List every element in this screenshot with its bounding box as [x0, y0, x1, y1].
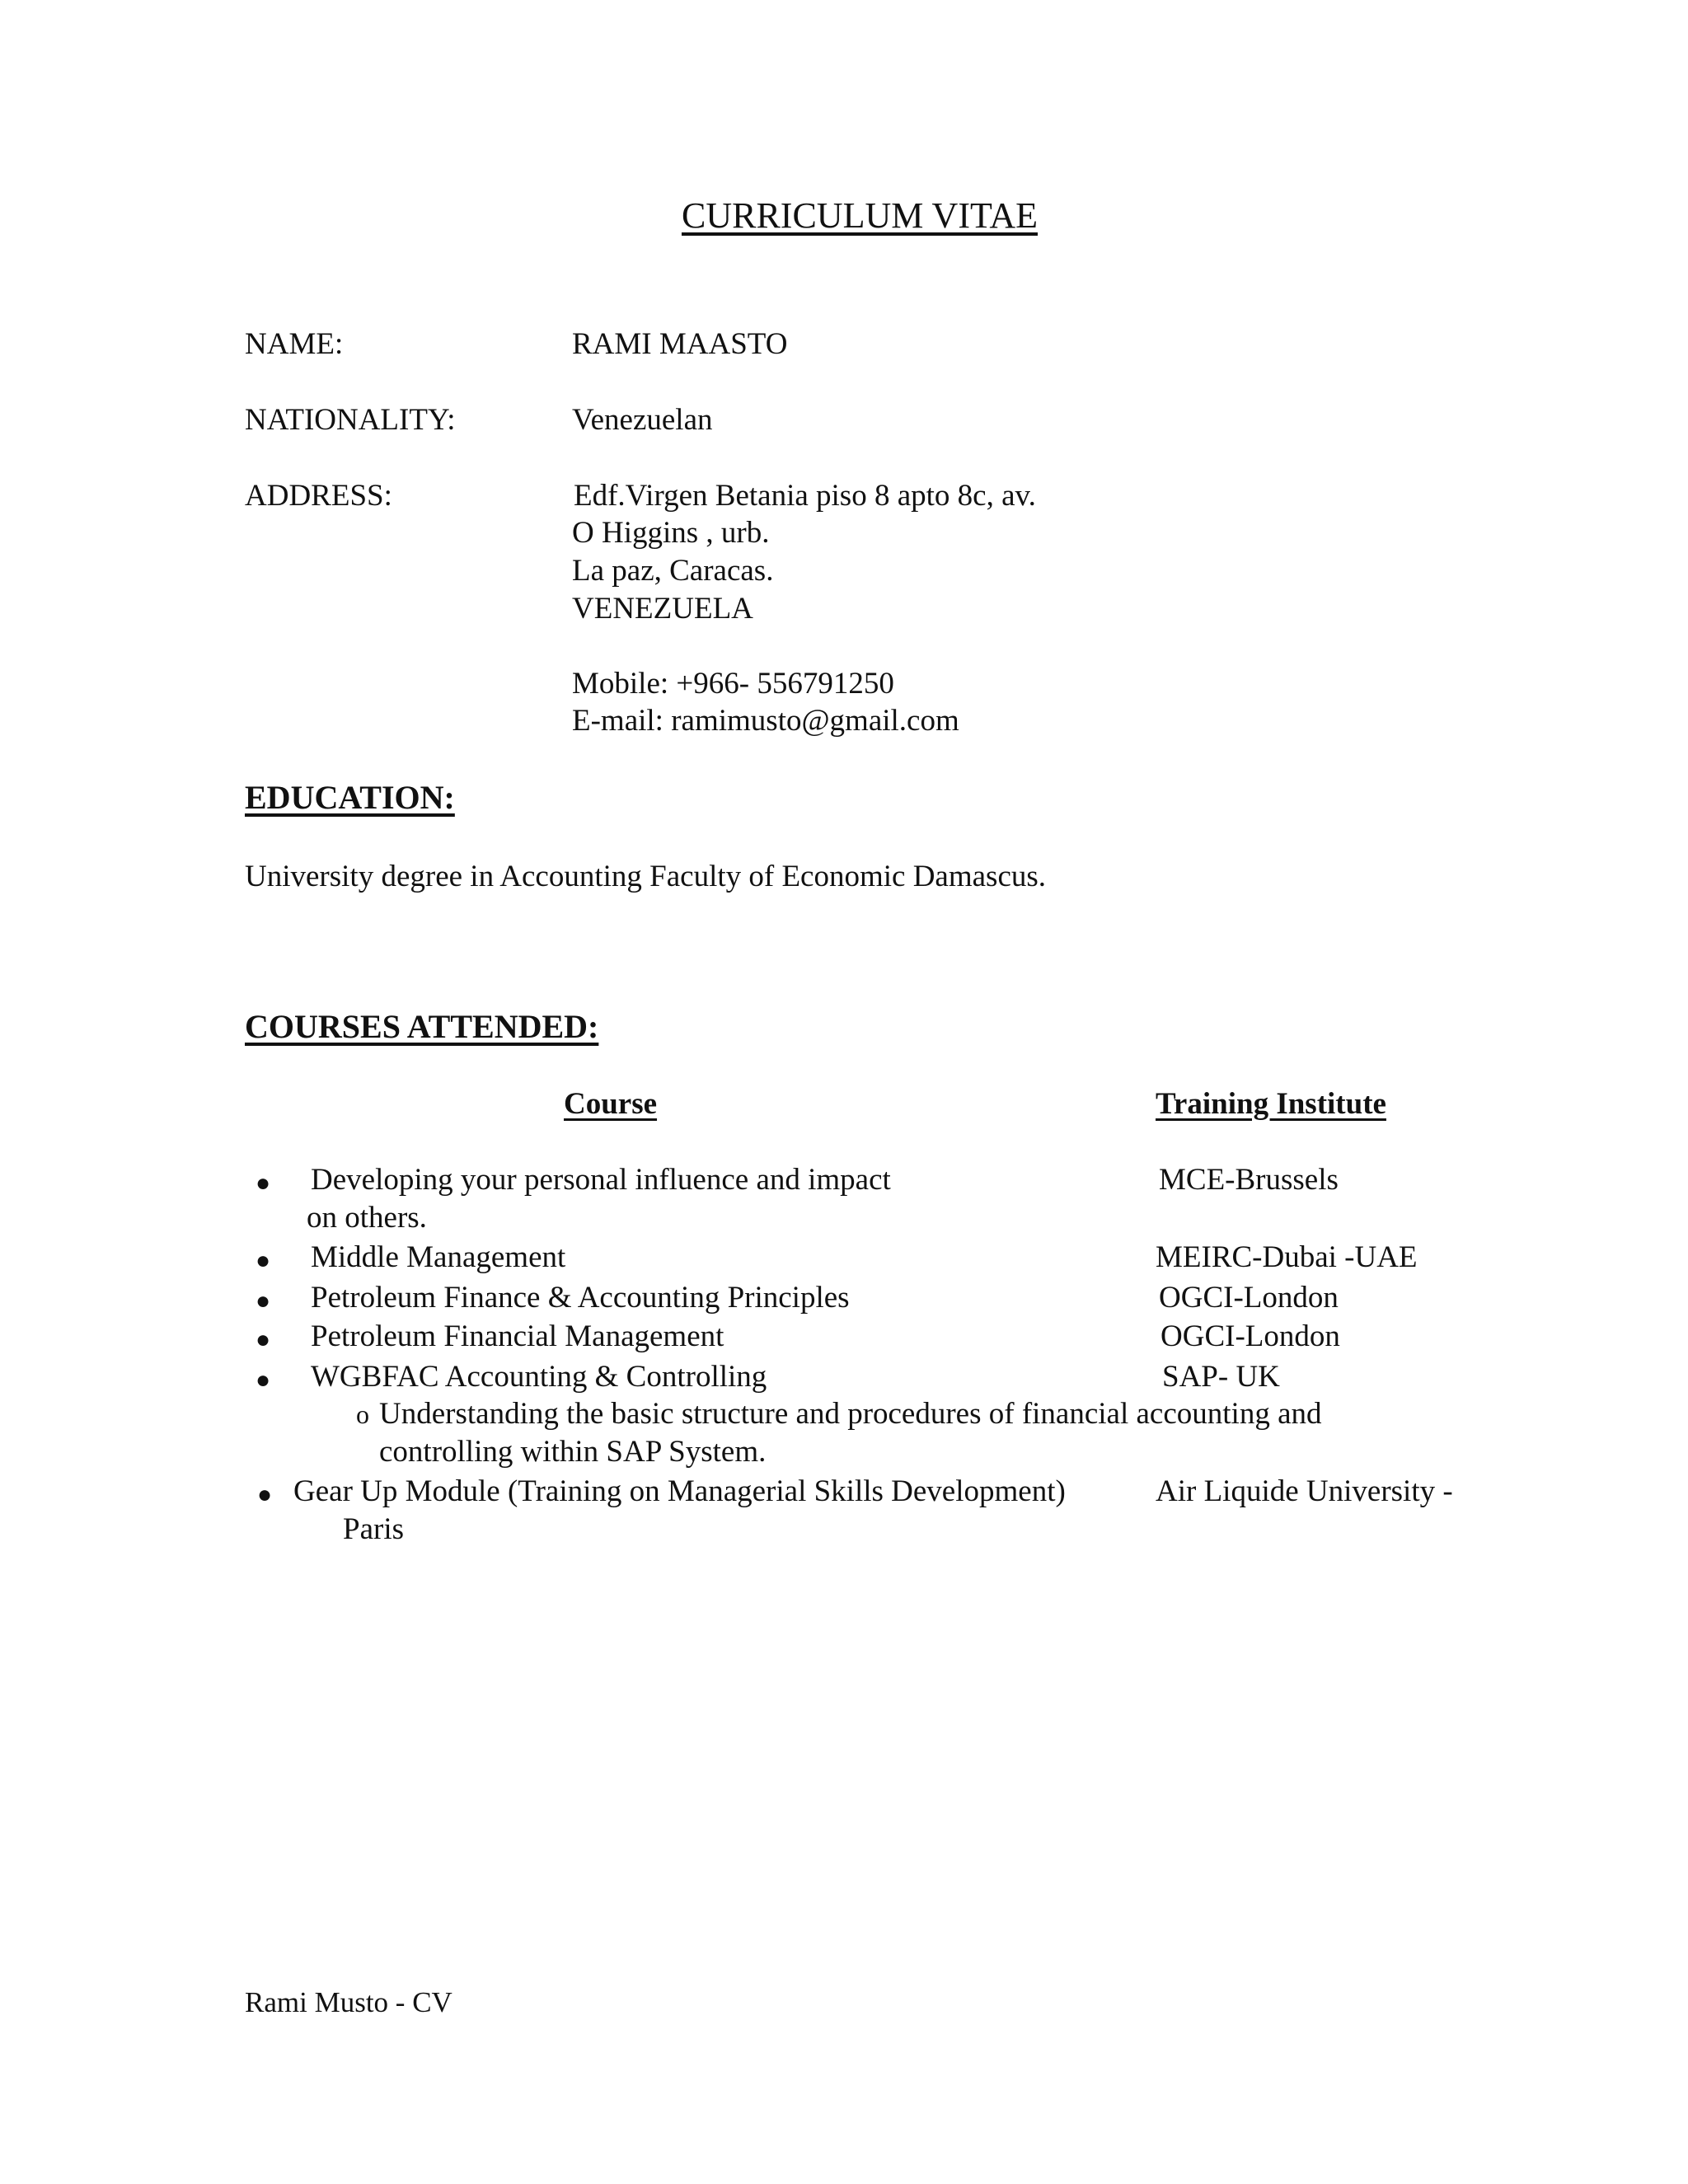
sub-bullet-icon: o [356, 1399, 369, 1429]
course-institute: Air Liquide University - [1156, 1474, 1453, 1508]
course-institute: MCE-Brussels [1159, 1163, 1339, 1197]
education-text: University degree in Accounting Faculty of Economic Damascus. [245, 860, 1047, 893]
bullet-icon: ● [256, 1326, 271, 1353]
page-footer: Rami Musto - CV [245, 1986, 452, 2018]
course-name: Middle Management [311, 1240, 566, 1274]
bullet-icon: ● [256, 1247, 271, 1274]
address-line-2: O Higgins , urb. [572, 516, 770, 550]
name-label: NAME: [245, 327, 344, 361]
address-line-3: La paz, Caracas. [572, 554, 774, 588]
name-value: RAMI MAASTO [572, 327, 788, 361]
bullet-icon: ● [257, 1481, 273, 1508]
bullet-icon: ● [256, 1366, 271, 1394]
course-name: WGBFAC Accounting & Controlling [311, 1360, 767, 1394]
address-line-1: Edf.Virgen Betania piso 8 apto 8c, av. [574, 479, 1036, 513]
address-label: ADDRESS: [245, 479, 392, 513]
bullet-icon: ● [256, 1287, 271, 1315]
course-institute-continued: Paris [343, 1512, 404, 1546]
courses-heading: COURSES ATTENDED: [245, 1008, 599, 1045]
bullet-icon: ● [256, 1169, 271, 1197]
course-column-header: Course [564, 1087, 658, 1121]
course-name: Petroleum Financial Management [311, 1319, 724, 1353]
course-institute: OGCI-London [1160, 1319, 1340, 1353]
course-name: Developing your personal influence and impact [311, 1163, 891, 1197]
course-institute: OGCI-London [1159, 1281, 1339, 1315]
mobile-number: Mobile: +966- 556791250 [572, 667, 894, 701]
address-line-4: VENEZUELA [572, 592, 753, 626]
nationality-label: NATIONALITY: [245, 403, 456, 437]
course-name-continued: on others. [307, 1201, 427, 1235]
education-heading: EDUCATION: [245, 779, 455, 816]
email-address: E-mail: ramimusto@gmail.com [572, 704, 959, 738]
nationality-value: Venezuelan [572, 403, 713, 437]
sub-item-line-1: Understanding the basic structure and procedures of financial accounting and [379, 1397, 1322, 1431]
course-institute: SAP- UK [1162, 1360, 1280, 1394]
institute-column-header: Training Institute [1156, 1087, 1386, 1121]
course-name: Petroleum Finance & Accounting Principles [311, 1281, 850, 1315]
course-institute: MEIRC-Dubai -UAE [1156, 1240, 1418, 1274]
document-title: CURRICULUM VITAE [681, 195, 1038, 236]
course-name: Gear Up Module (Training on Managerial Skills Development) [293, 1474, 1066, 1508]
sub-item-line-2: controlling within SAP System. [379, 1435, 767, 1469]
